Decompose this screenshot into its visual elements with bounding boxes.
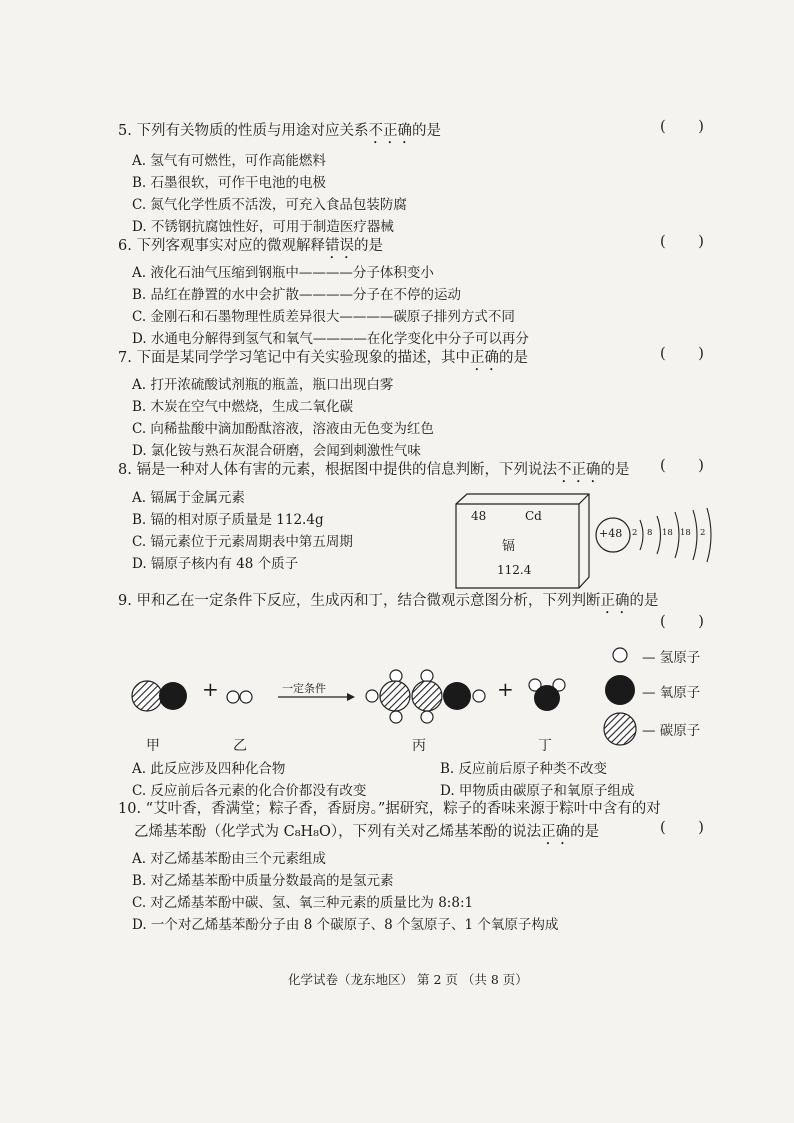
nucleus-charge: +48: [599, 527, 623, 540]
oxygen-atom-symbol: [605, 675, 635, 705]
answer-paren[interactable]: ( ): [660, 119, 718, 135]
option-a: A. 此反应涉及四种化合物: [132, 761, 286, 777]
molecule-bing: [366, 670, 485, 723]
option-c: C. 镉元素位于元素周期表中第五周期: [132, 534, 353, 550]
question-9-stem: 9. 甲和乙在一定条件下反应，生成丙和丁，结合微观示意图分析，下列判断正确的是: [118, 593, 659, 609]
option-a: A. 对乙烯基苯酚由三个元素组成: [132, 851, 326, 867]
legend-oxygen: — 氧原子: [642, 685, 701, 701]
option-a: A. 氢气有可燃性，可作高能燃料: [132, 153, 326, 169]
label-jia: 甲: [146, 738, 160, 754]
option-b: B. 木炭在空气中燃烧，生成二氧化碳: [132, 399, 354, 415]
option-c: C. 氮气化学性质不活泼，可充入食品包装防腐: [132, 197, 407, 213]
plus-sign: +: [497, 677, 514, 701]
answer-paren[interactable]: ( ): [660, 234, 718, 250]
carbon-atom-symbol: [604, 713, 636, 745]
option-b: B. 对乙烯基苯酚中质量分数最高的是氢元素: [132, 873, 394, 889]
question-10-stem-line2: 乙烯基苯酚（化学式为 C₈H₈O），下列有关对乙烯基苯酚的说法正确的是: [134, 824, 600, 840]
shell-3: 18: [662, 528, 673, 538]
label-ding: 丁: [538, 738, 552, 754]
option-d: D. 氯化铵与熟石灰混合研磨，会闻到刺激性气味: [132, 443, 421, 459]
hydrogen-atom-symbol: [613, 648, 627, 662]
option-b: B. 反应前后原子种类不改变: [440, 761, 608, 777]
option-c: C. 向稀盐酸中滴加酚酞溶液，溶液由无色变为红色: [132, 421, 434, 437]
option-c: C. 反应前后各元素的化合价都没有改变: [132, 783, 367, 799]
option-d: D. 水通电分解得到氢气和氧气————在化学变化中分子可以再分: [132, 331, 529, 347]
answer-paren[interactable]: ( ): [660, 458, 718, 474]
option-d: D. 镉原子核内有 48 个质子: [132, 556, 299, 572]
question-5-stem: 5. 下列有关物质的性质与用途对应关系不正确的是: [118, 123, 441, 139]
element-name: 镉: [502, 539, 516, 554]
answer-paren[interactable]: ( ): [660, 346, 718, 362]
legend-carbon: — 碳原子: [642, 723, 701, 739]
page-footer: 化学试卷（龙东地区） 第 2 页 （共 8 页）: [288, 972, 528, 987]
answer-paren[interactable]: ( ): [660, 614, 718, 630]
option-a: A. 液化石油气压缩到钢瓶中————分子体积变小: [132, 265, 434, 281]
option-c: C. 对乙烯基苯酚中碳、氢、氧三种元素的质量比为 8:8:1: [132, 895, 474, 911]
atom-structure-diagram: [594, 506, 722, 564]
question-8-stem: 8. 镉是一种对人体有害的元素，根据图中提供的信息判断，下列说法不正确的是: [118, 462, 630, 478]
question-7-stem: 7. 下面是某同学学习笔记中有关实验现象的描述，其中正确的是: [118, 350, 528, 366]
question-6-stem: 6. 下列客观事实对应的微观解释错误的是: [118, 238, 383, 254]
arrow-head: [347, 693, 355, 701]
option-b: B. 品红在静置的水中会扩散————分子在不停的运动: [132, 287, 462, 303]
option-b: B. 石墨很软，可作干电池的电极: [132, 175, 327, 191]
legend-hydrogen: — 氢原子: [642, 650, 701, 666]
shell-5: 2: [700, 528, 706, 538]
option-a: A. 镉属于金属元素: [132, 490, 245, 506]
option-a: A. 打开浓硫酸试剂瓶的瓶盖，瓶口出现白雾: [132, 377, 394, 393]
option-d: D. 甲物质由碳原子和氧原子组成: [440, 783, 635, 799]
atomic-number: 48: [471, 509, 487, 523]
plus-sign: +: [202, 677, 219, 701]
atomic-mass: 112.4: [497, 563, 532, 577]
label-yi: 乙: [233, 738, 247, 754]
legend-symbols: [600, 640, 640, 750]
shell-4: 18: [680, 528, 691, 538]
reaction-condition: 一定条件: [282, 682, 326, 695]
answer-paren[interactable]: ( ): [660, 820, 718, 836]
question-10-stem-line1: 10. “艾叶香，香满堂；粽子香，香厨房。”据研究，粽子的香味来源于粽叶中含有的对: [118, 801, 661, 817]
option-b: B. 镉的相对原子质量是 112.4g: [132, 512, 324, 528]
option-d: D. 一个对乙烯基苯酚分子由 8 个碳原子、8 个氢原子、1 个氧原子构成: [132, 917, 559, 933]
option-d: D. 不锈钢抗腐蚀性好，可用于制造医疗器械: [132, 219, 394, 235]
molecule-yi: [227, 691, 252, 703]
option-c: C. 金刚石和石墨物理性质差异很大————碳原子排列方式不同: [132, 309, 515, 325]
shell-1: 2: [632, 528, 638, 538]
element-card: [455, 493, 590, 589]
element-symbol: Cd: [525, 509, 542, 523]
molecule-ding: [529, 679, 565, 711]
reaction-diagram: [125, 640, 605, 730]
molecule-jia: [132, 681, 187, 711]
shell-2: 8: [647, 528, 653, 538]
label-bing: 丙: [412, 738, 426, 754]
